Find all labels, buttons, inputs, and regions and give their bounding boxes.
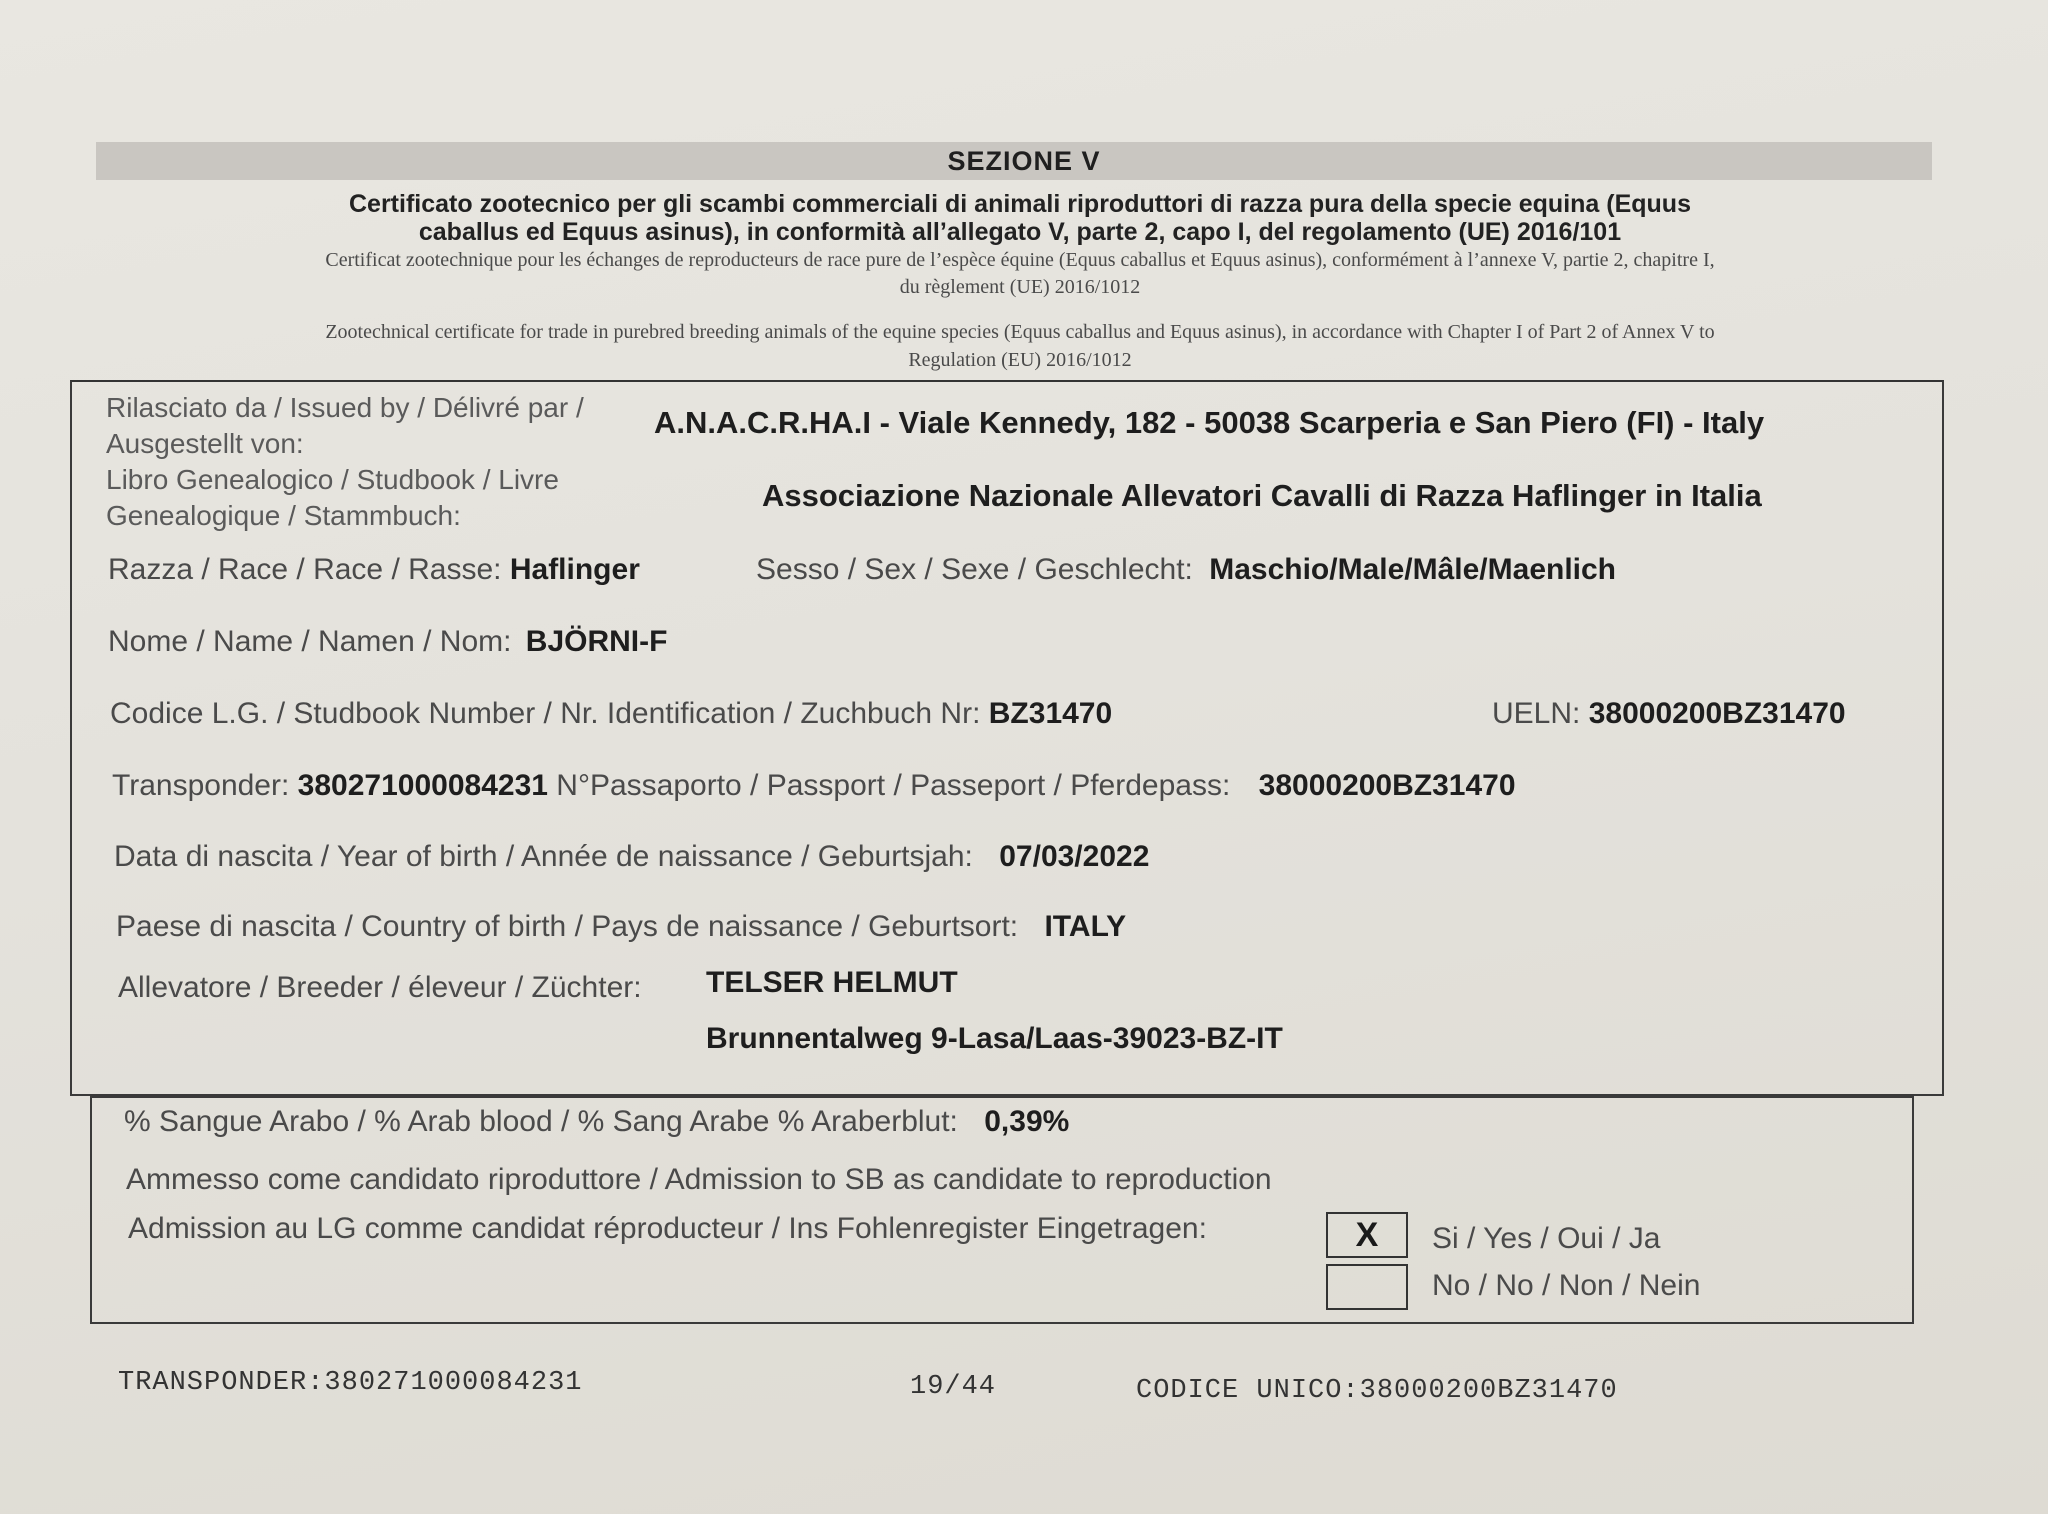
studbook-number-row [110,697,1112,731]
issued-by-label: Rilasciato da / Issued by / Délivré par / Ausgestellt von: [106,392,584,459]
breed-label: Razza / Race / Race / Rasse: [108,553,502,586]
passport-label: N°Passaporto / Passport / Passeport / Pferdepass: [556,769,1231,802]
ueln-value: 38000200BZ31470 [1588,697,1846,730]
section-title: SEZIONE V [947,146,1101,176]
footer-codice-unico: CODICE UNICO:38000200BZ31470 [1136,1376,1618,1406]
title-english-line-1: Zootechnical certificate for trade in purebred breeding animals of the equine species (Equus caballus and Equus asinus), in accordance with Chapter I of Part 2 of Annex V to [325,321,1715,343]
title-french [170,247,1870,301]
country-label: Paese di nascita / Country of birth / Pays de naissance / Geburtsort: [116,910,1019,943]
birth-value: 07/03/2022 [999,840,1150,873]
transponder-label: Transponder: [112,769,290,802]
admission-line-1: Ammesso come candidato riproduttore / Admission to SB as candidate to reproduction [126,1163,1272,1196]
no-checkbox[interactable] [1326,1264,1408,1310]
title-english [170,318,1870,374]
title-english-line-2: Regulation (EU) 2016/1012 [908,349,1132,371]
name-label: Nome / Name / Namen / Nom: [108,625,512,658]
admission-line-2: Admission au LG comme candidat réproducteur / Ins Fohlenregister Eingetragen: [128,1212,1207,1245]
birth-row [114,840,1149,874]
studbook-label: Libro Genealogico / Studbook / Livre Genealogique / Stammbuch: [106,464,559,531]
studbook-number-value: BZ31470 [988,697,1113,730]
transponder-value: 380271000084231 [297,769,548,802]
no-label: No / No / Non / Nein [1432,1269,1701,1302]
breeder-name: TELSER HELMUT [706,966,958,999]
sex-label: Sesso / Sex / Sexe / Geschlecht: [756,553,1193,586]
breeder-label: Allevatore / Breeder / éleveur / Züchter: [118,971,642,1004]
studbook-value: Associazione Nazionale Allevatori Cavalli di Razza Haflinger in Italia [762,478,1762,513]
title-italian [200,190,1840,246]
yes-label: Si / Yes / Oui / Ja [1432,1222,1661,1255]
name-value: BJÖRNI-F [525,625,668,658]
footer-page-number: 19/44 [910,1372,997,1402]
footer-transponder: TRANSPONDER:380271000084231 [118,1368,583,1398]
birth-label: Data di nascita / Year of birth / Année de naissance / Geburtsjah: [114,840,973,873]
breeder-address: Brunnentalweg 9-Lasa/Laas-39023-BZ-IT [706,1022,1283,1055]
name-row [108,625,667,659]
arab-blood-label: % Sangue Arabo / % Arab blood / % Sang Arabe % Araberblut: [124,1105,958,1138]
studbook-number-label: Codice L.G. / Studbook Number / Nr. Identification / Zuchbuch Nr: [110,697,981,730]
issued-by-value: A.N.A.C.R.HA.I - Viale Kennedy, 182 - 50038 Scarperia e San Piero (FI) - Italy [654,405,1765,440]
sex-value: Maschio/Male/Mâle/Maenlich [1209,553,1617,586]
title-french-line-2: du règlement (UE) 2016/1012 [899,276,1141,298]
yes-checkbox[interactable]: X [1326,1212,1408,1258]
ueln-label: UELN: [1492,697,1581,730]
sex-row [756,553,1616,587]
title-italian-line-2: caballus ed Equus asinus), in conformità all’allegato V, parte 2, capo I, del regolamento (UE) 2016/101 [418,218,1622,246]
breed-row [108,553,640,587]
title-italian-line-1: Certificato zootecnico per gli scambi commerciali di animali riproduttori di razza pura della specie equina (Equus [349,190,1691,218]
passport-value: 38000200BZ31470 [1258,769,1516,802]
title-french-line-1: Certificat zootechnique pour les échanges de reproducteurs de race pure de l’espèce équine (Equus caballus et Equus asinus), conformément à l’annexe V, partie 2, chapitre I, [325,249,1715,271]
ueln-row [1492,697,1846,731]
arab-blood-value: 0,39% [984,1105,1070,1138]
country-row [116,910,1126,944]
arab-blood-row [124,1105,1069,1139]
breed-value: Haflinger [509,553,640,586]
country-value: ITALY [1044,910,1127,943]
transponder-row [112,769,1516,803]
